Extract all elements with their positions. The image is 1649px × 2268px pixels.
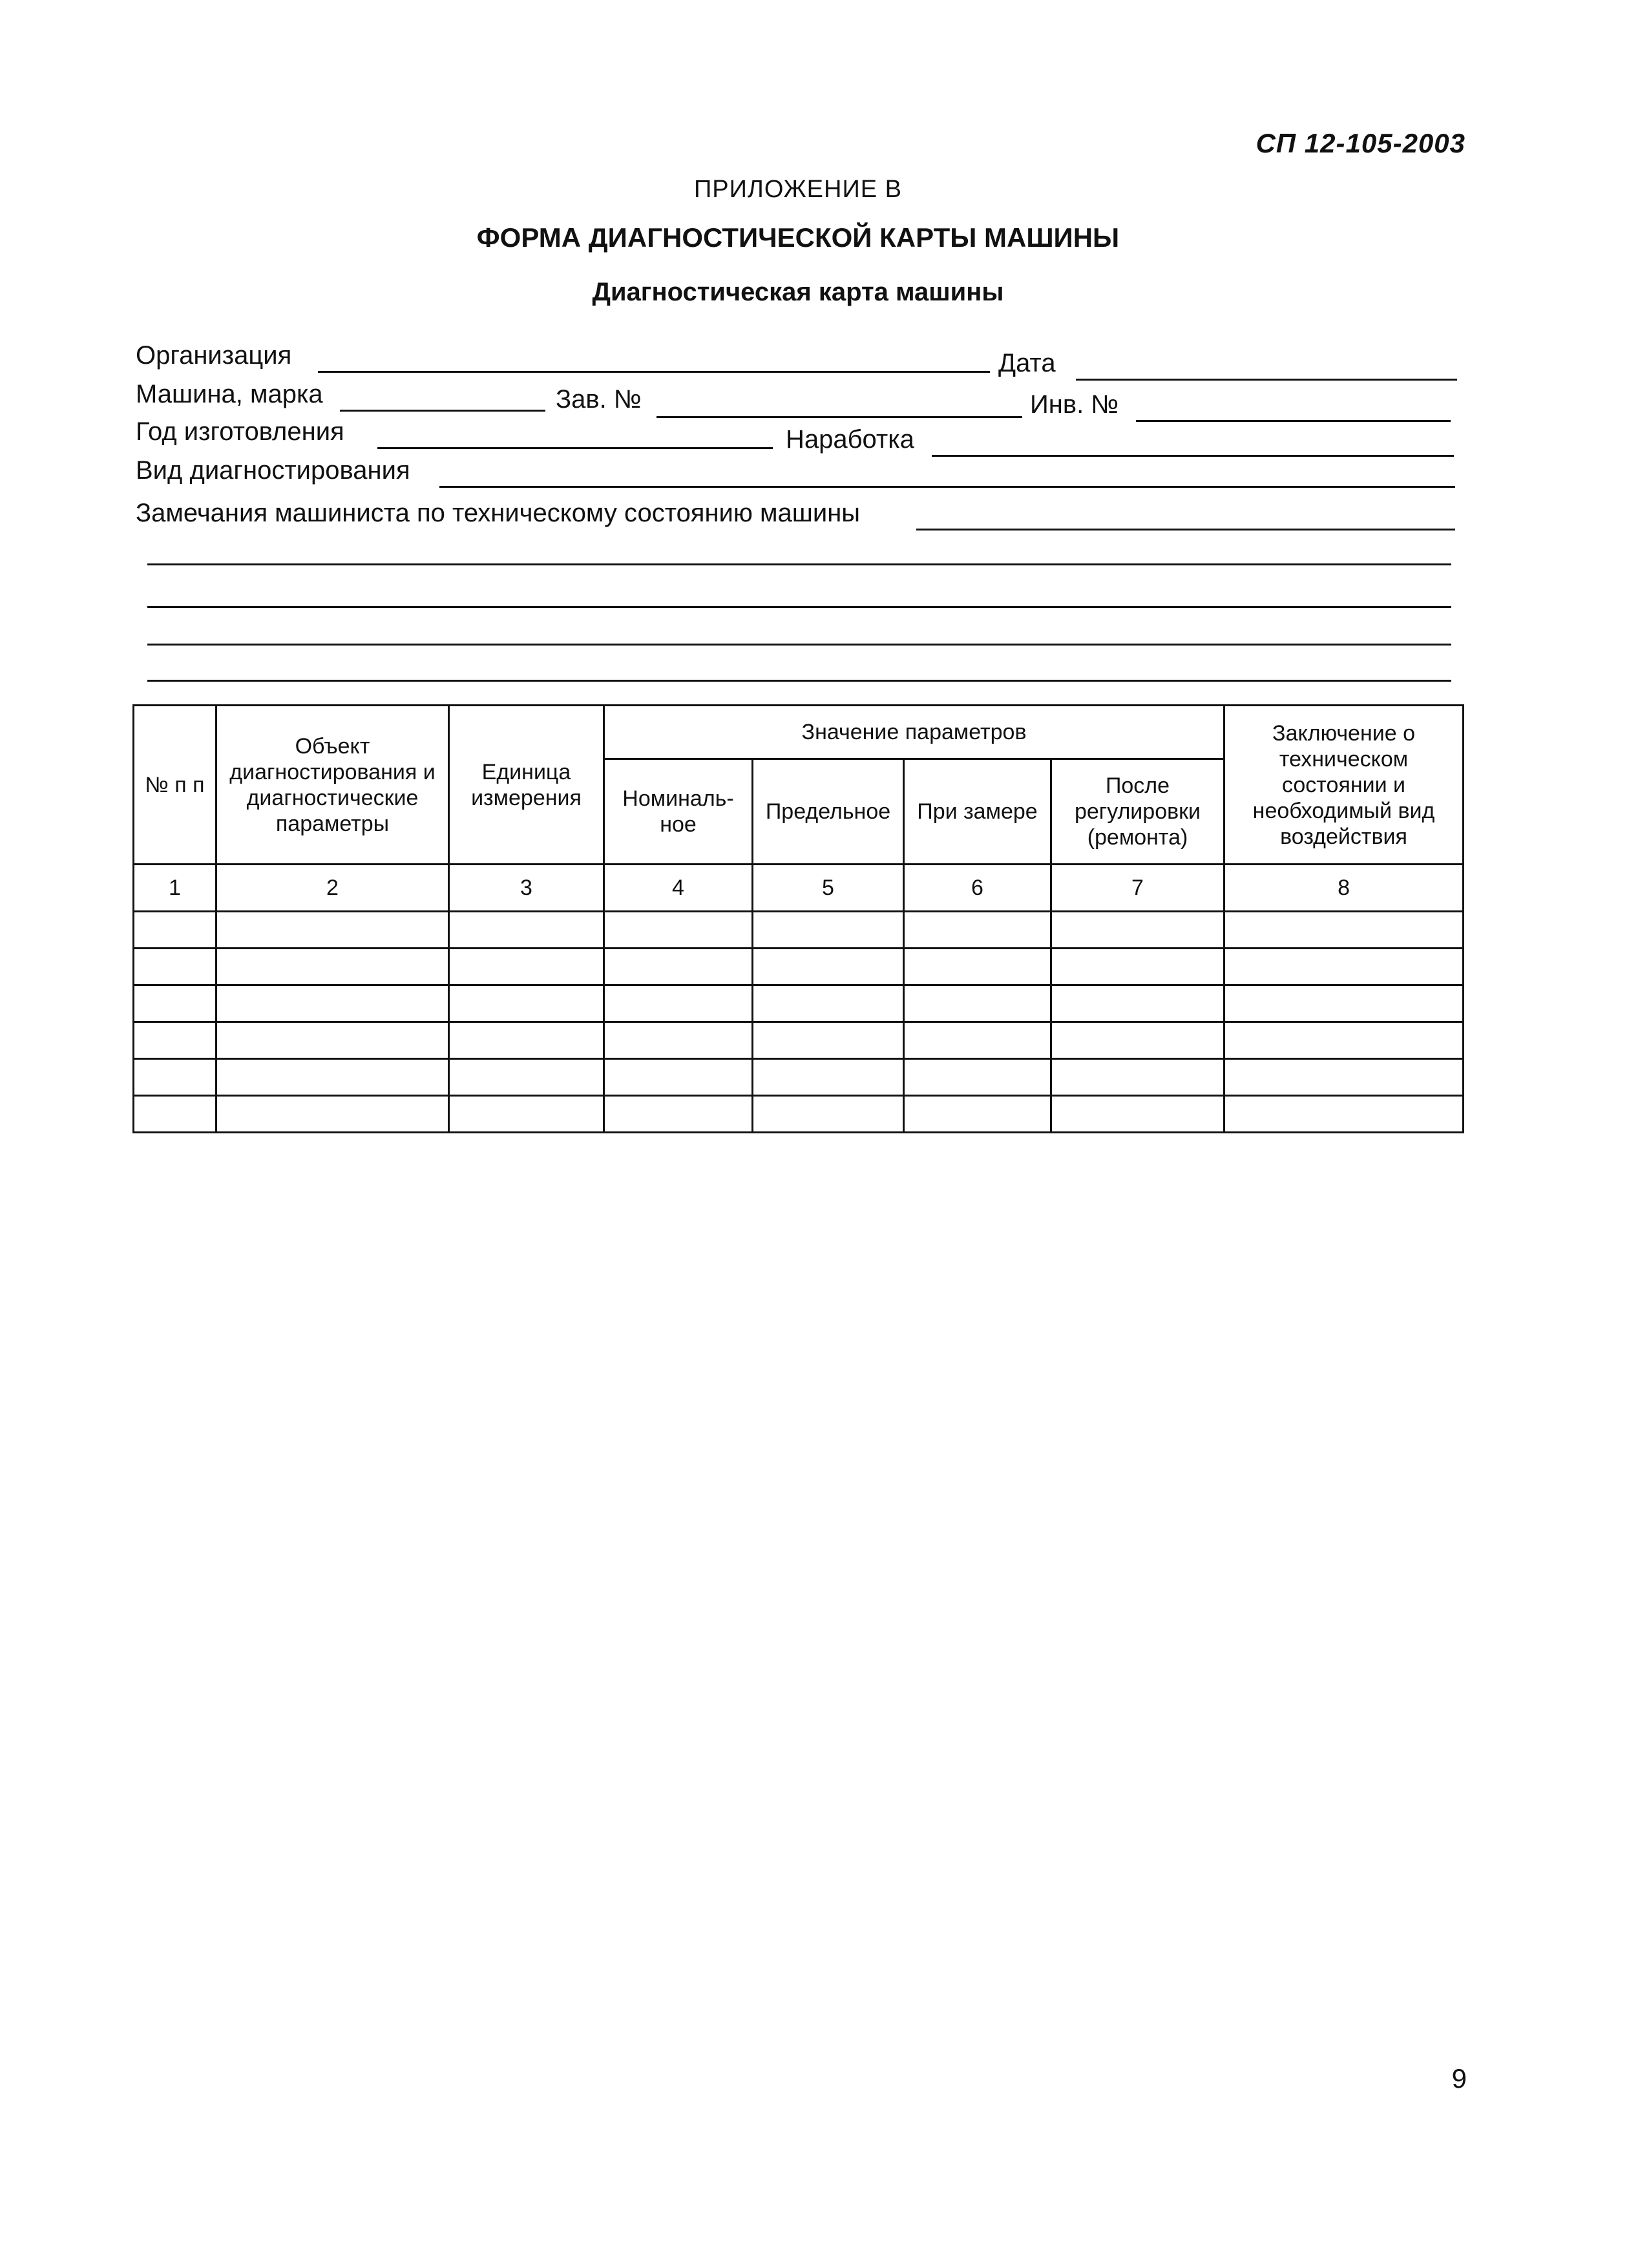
table-cell[interactable] [904, 1059, 1051, 1096]
table-row [134, 1059, 1464, 1096]
remark-line[interactable] [147, 644, 1451, 646]
table-cell[interactable] [134, 1096, 216, 1133]
table-cell[interactable] [753, 1059, 904, 1096]
diagnostic-table [132, 704, 1464, 1133]
table-cell[interactable] [216, 1059, 449, 1096]
inventory-no-label: Инв. № [1030, 390, 1119, 419]
table-cell[interactable] [604, 949, 753, 985]
header-number: № п п [134, 706, 216, 865]
table-cell[interactable] [1224, 1096, 1464, 1133]
table-cell[interactable] [1224, 1059, 1464, 1096]
operator-remarks-field[interactable] [916, 529, 1455, 530]
table-cell[interactable] [904, 1022, 1051, 1059]
machine-brand-field[interactable] [340, 410, 545, 412]
remark-line[interactable] [147, 563, 1451, 565]
table-cell[interactable] [604, 1022, 753, 1059]
operating-time-field[interactable] [932, 455, 1454, 457]
table-cell[interactable] [753, 912, 904, 949]
column-number: 6 [904, 865, 1051, 912]
table-cell[interactable] [134, 1059, 216, 1096]
table-cell[interactable] [1051, 985, 1224, 1022]
factory-no-label: Зав. № [556, 385, 642, 414]
operator-remarks-label: Замечания машиниста по техническому состоянию машины [136, 499, 861, 527]
table-cell[interactable] [1051, 912, 1224, 949]
header-unit: Единица измерения [449, 706, 604, 865]
table-cell[interactable] [134, 949, 216, 985]
table-cell[interactable] [604, 912, 753, 949]
year-made-label: Год изготовления [136, 417, 344, 446]
table-cell[interactable] [1051, 949, 1224, 985]
table-cell[interactable] [449, 949, 604, 985]
column-number: 8 [1224, 865, 1464, 912]
table-row [134, 1022, 1464, 1059]
diagnostics-type-label: Вид диагностирования [136, 456, 410, 485]
table-cell[interactable] [753, 949, 904, 985]
page-title: ФОРМА ДИАГНОСТИЧЕСКОЙ КАРТЫ МАШИНЫ [476, 222, 1120, 253]
table-cell[interactable] [449, 1022, 604, 1059]
table-cell[interactable] [216, 949, 449, 985]
appendix-label: ПРИЛОЖЕНИЕ В [693, 176, 903, 203]
table-cell[interactable] [1224, 912, 1464, 949]
table-cell[interactable] [449, 1096, 604, 1133]
table-cell[interactable] [216, 912, 449, 949]
table-cell[interactable] [449, 985, 604, 1022]
column-number: 7 [1051, 865, 1224, 912]
page-subtitle: Диагностическая карта машины [592, 278, 1004, 306]
table-cell[interactable] [1224, 949, 1464, 985]
column-number: 3 [449, 865, 604, 912]
table-cell[interactable] [449, 912, 604, 949]
column-number: 1 [134, 865, 216, 912]
year-made-field[interactable] [377, 447, 773, 449]
table-cell[interactable] [1224, 985, 1464, 1022]
table-cell[interactable] [134, 1022, 216, 1059]
table-cell[interactable] [1051, 1096, 1224, 1133]
table-cell[interactable] [604, 1096, 753, 1133]
document-code: СП 12-105-2003 [1255, 128, 1465, 158]
table-cell[interactable] [904, 1096, 1051, 1133]
table-row [134, 1096, 1464, 1133]
remark-line[interactable] [147, 680, 1451, 682]
table-row [134, 949, 1464, 985]
operating-time-label: Наработка [786, 425, 914, 454]
machine-brand-label: Машина, марка [136, 380, 323, 408]
table-cell[interactable] [1224, 1022, 1464, 1059]
header-parameter-values: Значение параметров [604, 706, 1224, 759]
table-cell[interactable] [604, 985, 753, 1022]
table-cell[interactable] [134, 985, 216, 1022]
column-number: 2 [216, 865, 449, 912]
column-number: 4 [604, 865, 753, 912]
table-cell[interactable] [216, 985, 449, 1022]
table-cell[interactable] [753, 1096, 904, 1133]
date-label: Дата [998, 349, 1056, 377]
table-cell[interactable] [604, 1059, 753, 1096]
date-field[interactable] [1076, 379, 1457, 381]
table-cell[interactable] [1051, 1059, 1224, 1096]
organization-label: Организация [136, 341, 292, 370]
table-cell[interactable] [216, 1022, 449, 1059]
table-cell[interactable] [904, 949, 1051, 985]
table-cell[interactable] [1051, 1022, 1224, 1059]
header-conclusion: Заключение о техническом состоянии и необходимый вид воздействия [1224, 706, 1464, 865]
table-cell[interactable] [753, 985, 904, 1022]
column-number-row [134, 865, 1464, 912]
header-object: Объект диагностирования и диагностические параметры [216, 706, 449, 865]
table-cell[interactable] [449, 1059, 604, 1096]
inventory-no-field[interactable] [1136, 420, 1451, 422]
page-number: 9 [1451, 2063, 1467, 2094]
table-cell[interactable] [753, 1022, 904, 1059]
header-limit: Предельное [753, 759, 904, 865]
column-number: 5 [753, 865, 904, 912]
organization-field[interactable] [318, 371, 990, 373]
table-row [134, 985, 1464, 1022]
table-cell[interactable] [216, 1096, 449, 1133]
factory-no-field[interactable] [656, 416, 1022, 418]
header-nominal: Номиналь-ное [604, 759, 753, 865]
diagnostics-type-field[interactable] [439, 486, 1455, 488]
header-measured: При замере [904, 759, 1051, 865]
table-cell[interactable] [904, 985, 1051, 1022]
table-cell[interactable] [904, 912, 1051, 949]
table-row [134, 912, 1464, 949]
remark-line[interactable] [147, 606, 1451, 608]
table-cell[interactable] [134, 912, 216, 949]
header-after-adjustment: После регулировки (ремонта) [1051, 759, 1224, 865]
